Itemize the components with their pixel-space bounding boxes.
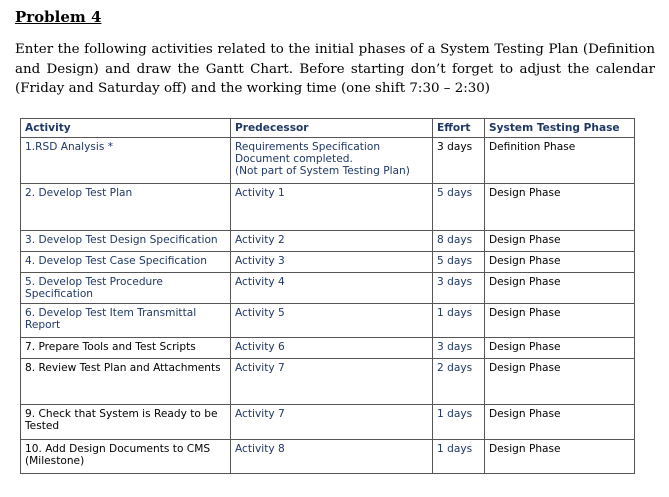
effort-cell: 2 days [433,359,485,405]
instructions-paragraph: Enter the following activities related to the initial phases of a System Testing Plan (Definition and Design) and draw the Gantt Chart. Before starting don’t forget to adjust the calendar (Friday and Saturday off) and the working time (one shift 7:30 – 2:30) [15,42,655,96]
header-phase: System Testing Phase [485,119,635,138]
predecessor-cell: Activity 2 [231,231,433,252]
activity-cell: 4. Develop Test Case Specification [21,252,231,273]
effort-cell: 1 days [433,440,485,474]
table-row [21,405,635,440]
activity-cell: 9. Check that System is Ready to be Tested [21,405,231,440]
effort-cell: 3 days [433,273,485,304]
phase-cell: Design Phase [485,231,635,252]
phase-cell: Definition Phase [485,138,635,184]
predecessor-cell: Activity 1 [231,184,433,231]
activity-cell: 8. Review Test Plan and Attachments [21,359,231,405]
table-row [21,138,635,184]
activity-cell: 6. Develop Test Item Transmittal Report [21,304,231,338]
predecessor-cell: Activity 7 [231,359,433,405]
effort-cell: 3 days [433,138,485,184]
phase-cell: Design Phase [485,273,635,304]
table-row [21,231,635,252]
effort-cell: 5 days [433,184,485,231]
table-row [21,252,635,273]
table-row [21,184,635,231]
table-row [21,304,635,338]
activity-cell: 5. Develop Test Procedure Specification [21,273,231,304]
header-effort: Effort [433,119,485,138]
predecessor-cell: Activity 5 [231,304,433,338]
phase-cell: Design Phase [485,184,635,231]
activity-cell: 1.RSD Analysis * [21,138,231,184]
phase-cell: Design Phase [485,359,635,405]
predecessor-cell: Activity 3 [231,252,433,273]
phase-cell: Design Phase [485,304,635,338]
predecessor-cell: Activity 7 [231,405,433,440]
problem-title: Problem 4 [15,8,102,26]
effort-cell: 8 days [433,231,485,252]
table-row [21,359,635,405]
activity-cell: 3. Develop Test Design Specification [21,231,231,252]
predecessor-cell: Requirements Specification Document completed. (Not part of System Testing Plan) [231,138,433,184]
header-activity: Activity [21,119,231,138]
effort-cell: 3 days [433,338,485,359]
effort-cell: 1 days [433,405,485,440]
effort-cell: 1 days [433,304,485,338]
activity-cell: 2. Develop Test Plan [21,184,231,231]
activity-cell: 7. Prepare Tools and Test Scripts [21,338,231,359]
predecessor-cell: Activity 8 [231,440,433,474]
phase-cell: Design Phase [485,252,635,273]
phase-cell: Design Phase [485,338,635,359]
predecessor-cell: Activity 6 [231,338,433,359]
header-predecessor: Predecessor [231,119,433,138]
effort-cell: 5 days [433,252,485,273]
activities-table [20,118,635,474]
phase-cell: Design Phase [485,440,635,474]
predecessor-cell: Activity 4 [231,273,433,304]
activity-cell: 10. Add Design Documents to CMS (Milestone) [21,440,231,474]
phase-cell: Design Phase [485,405,635,440]
table-row [21,440,635,474]
table-row [21,338,635,359]
table-header-row [21,119,635,138]
table-row [21,273,635,304]
